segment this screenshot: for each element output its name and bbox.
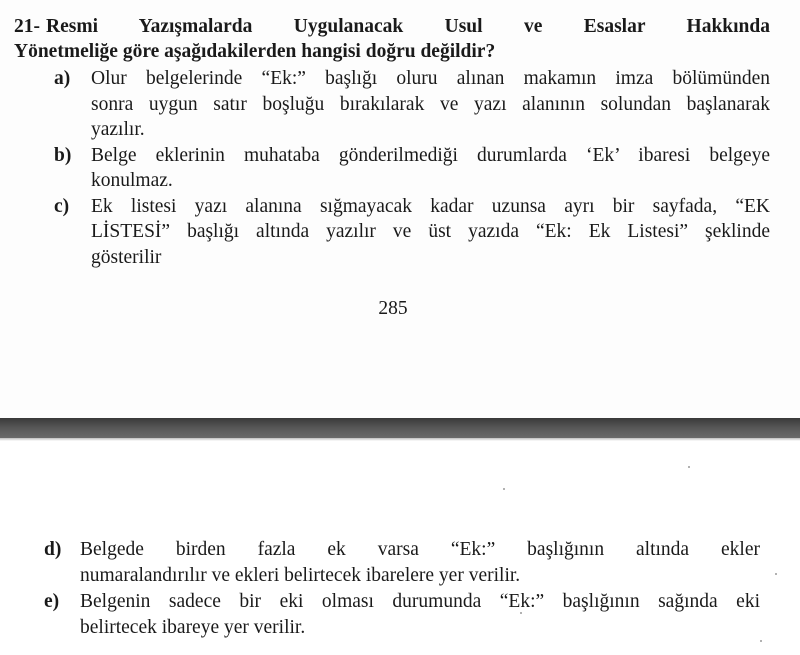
option-line: Belgede birden fazla ek varsa “Ek:” başlığının altında ekler	[80, 539, 760, 560]
options-list-page1	[54, 66, 770, 270]
scan-speck	[520, 612, 522, 614]
option-letter: d)	[44, 539, 62, 560]
option-line: yazılır.	[91, 119, 145, 140]
option-line: gösterilir	[91, 246, 162, 268]
option-line: Belgenin sadece bir eki olması durumunda “Ek:” başlığının sağında eki	[80, 591, 760, 612]
option-line: konulmaz.	[91, 170, 173, 191]
question-number: 21-	[14, 16, 40, 37]
option-line: Belge eklerinin muhataba gönderilmediği durumlarda ‘Ek’ ibaresi belgeye	[91, 144, 770, 166]
scan-speck	[760, 640, 762, 642]
option-line: Olur belgelerinde “Ek:” başlığı oluru alınan makamın imza bölümünden	[91, 68, 770, 89]
scan-speck	[503, 488, 505, 490]
option-b	[54, 143, 770, 194]
option-letter: e)	[44, 591, 60, 612]
option-c	[54, 194, 770, 271]
question-line: Yönetmeliğe göre aşağıdakilerden hangisi doğru değildir?	[14, 41, 496, 62]
scan-speck	[688, 466, 690, 468]
option-d	[44, 537, 760, 589]
option-line: LİSTESİ” başlığı altında yazılır ve üst yazıda “Ek: Ek Listesi” şeklinde	[91, 221, 770, 242]
option-letter: a)	[54, 68, 71, 89]
option-letter: c)	[54, 195, 70, 217]
question-text	[14, 14, 770, 64]
option-a	[54, 66, 770, 143]
question-line: 21- Resmi Yazışmalarda Uygulanacak Usul ve Esaslar Hakkında	[14, 16, 770, 37]
option-line: numaralandırılır ve ekleri belirtecek ibarelere yer verilir.	[80, 565, 521, 586]
page-separator	[0, 418, 800, 438]
option-line: Ek listesi yazı alanına sığmayacak kadar uzunsa ayrı bir sayfada, “EK	[91, 195, 770, 217]
options-list-page2	[44, 537, 760, 641]
option-line: belirtecek ibareye yer verilir.	[80, 617, 306, 638]
option-line: sonra uygun satır boşluğu bırakılarak ve yazı alanının solundan başlanarak	[91, 93, 770, 115]
option-e	[44, 589, 760, 641]
scan-speck	[775, 573, 777, 575]
option-letter: b)	[54, 144, 72, 166]
page-number: 285	[378, 298, 408, 319]
